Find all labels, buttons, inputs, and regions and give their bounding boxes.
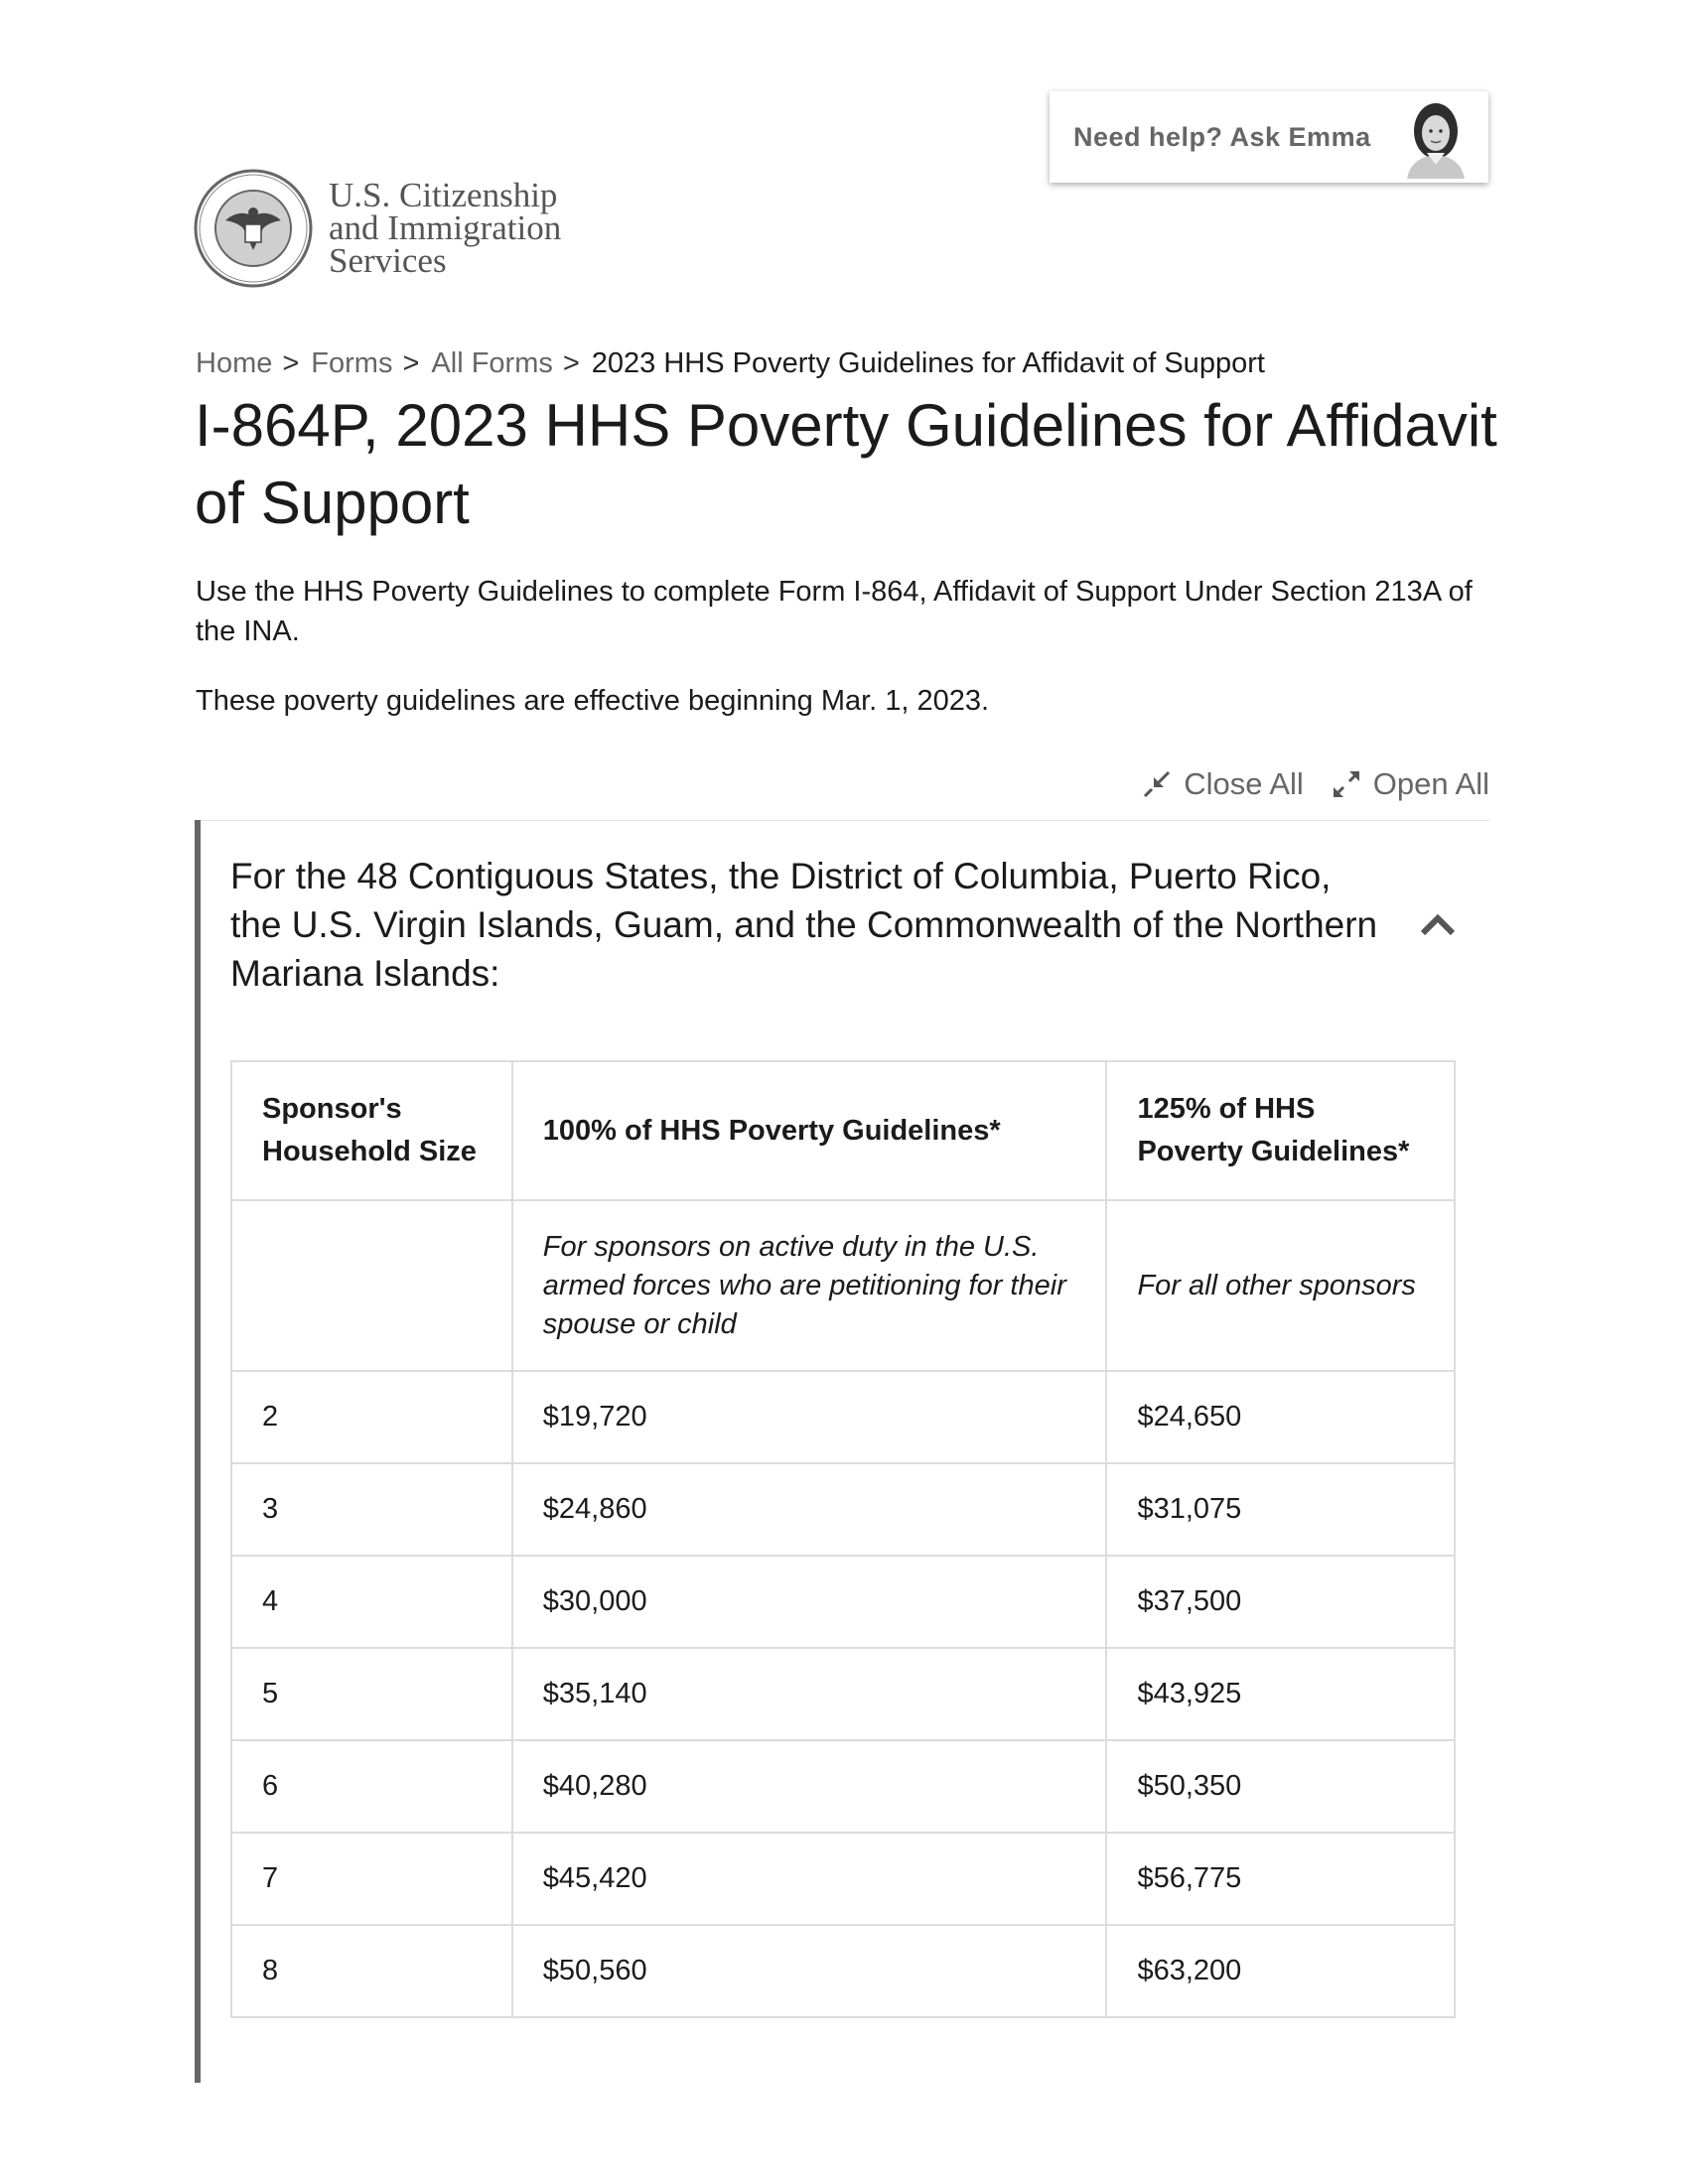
uscis-logo[interactable] <box>194 169 611 288</box>
table-cell: $50,350 <box>1106 1740 1455 1833</box>
header-household-size: Sponsor's Household Size <box>231 1061 512 1200</box>
table-cell: For sponsors on active duty in the U.S. armed forces who are petitioning for their spouse or child <box>512 1200 1107 1371</box>
accordion-heading[interactable]: For the 48 Contiguous States, the District of Columbia, Puerto Rico, the U.S. Virgin Islands, Guam, and the Commonwealth of the Northern Mariana Islands: <box>230 856 1378 994</box>
table-cell: $56,775 <box>1106 1833 1455 1925</box>
breadcrumb-forms[interactable]: Forms <box>311 347 393 379</box>
table-cell: $43,925 <box>1106 1648 1455 1740</box>
accordion-left-border <box>195 820 201 2083</box>
table-cell: 3 <box>231 1463 512 1556</box>
table-cell: $19,720 <box>512 1371 1107 1463</box>
table-cell <box>231 1200 512 1371</box>
breadcrumb <box>196 347 1265 380</box>
table-cell: For all other sponsors <box>1106 1200 1455 1371</box>
table-cell: $50,560 <box>512 1925 1107 2017</box>
table-row <box>231 1740 1455 1833</box>
header-100-percent: 100% of HHS Poverty Guidelines* <box>512 1061 1107 1200</box>
table-cell: $35,140 <box>512 1648 1107 1740</box>
table-cell: $31,075 <box>1106 1463 1455 1556</box>
breadcrumb-separator: > <box>402 347 420 379</box>
table-cell: $24,860 <box>512 1463 1107 1556</box>
table-row <box>231 1833 1455 1925</box>
table-cell: 5 <box>231 1648 512 1740</box>
poverty-guidelines-table <box>230 1060 1456 2018</box>
chevron-up-icon[interactable] <box>1418 909 1458 939</box>
table-row <box>231 1925 1455 2017</box>
table-cell: $24,650 <box>1106 1371 1455 1463</box>
open-all-label: Open All <box>1372 766 1489 801</box>
table-row <box>231 1463 1455 1556</box>
table-cell: 6 <box>231 1740 512 1833</box>
emma-avatar-icon <box>1397 95 1475 179</box>
table-cell: $30,000 <box>512 1556 1107 1648</box>
breadcrumb-all-forms[interactable]: All Forms <box>431 347 553 379</box>
table-cell: $40,280 <box>512 1740 1107 1833</box>
table-row <box>231 1371 1455 1463</box>
table-header-row <box>231 1061 1455 1200</box>
table-cell: 4 <box>231 1556 512 1648</box>
breadcrumb-separator: > <box>562 347 580 379</box>
page-title: I-864P, 2023 HHS Poverty Guidelines for Affidavit of Support <box>195 392 1497 536</box>
table-subheader-row <box>231 1200 1455 1371</box>
table-cell: 2 <box>231 1371 512 1463</box>
table-row <box>231 1556 1455 1648</box>
intro-text: Use the HHS Poverty Guidelines to complete Form I-864, Affidavit of Support Under Section 213A of the INA. <box>196 576 1473 647</box>
accordion-controls <box>1142 766 1489 802</box>
header-125-percent: 125% of HHS Poverty Guidelines* <box>1106 1061 1455 1200</box>
breadcrumb-home[interactable]: Home <box>196 347 273 379</box>
table-cell: $45,420 <box>512 1833 1107 1925</box>
table-cell: $37,500 <box>1106 1556 1455 1648</box>
divider <box>196 820 1489 821</box>
close-all-label: Close All <box>1184 766 1304 801</box>
collapse-icon <box>1142 769 1172 799</box>
ask-emma-widget[interactable] <box>1050 91 1488 183</box>
help-text: Need help? Ask Emma <box>1073 121 1371 152</box>
agency-name: U.S. Citizenship and Immigration Services <box>329 176 562 280</box>
open-all-button[interactable] <box>1332 766 1489 802</box>
effective-date-text: These poverty guidelines are effective beginning Mar. 1, 2023. <box>196 685 990 717</box>
table-cell: $63,200 <box>1106 1925 1455 2017</box>
table-row <box>231 1648 1455 1740</box>
close-all-button[interactable] <box>1142 766 1304 802</box>
dhs-seal-icon <box>194 169 313 288</box>
table-cell: 7 <box>231 1833 512 1925</box>
breadcrumb-separator: > <box>282 347 300 379</box>
expand-icon <box>1332 769 1361 799</box>
breadcrumb-current: 2023 HHS Poverty Guidelines for Affidavit of Support <box>591 347 1265 379</box>
table-cell: 8 <box>231 1925 512 2017</box>
